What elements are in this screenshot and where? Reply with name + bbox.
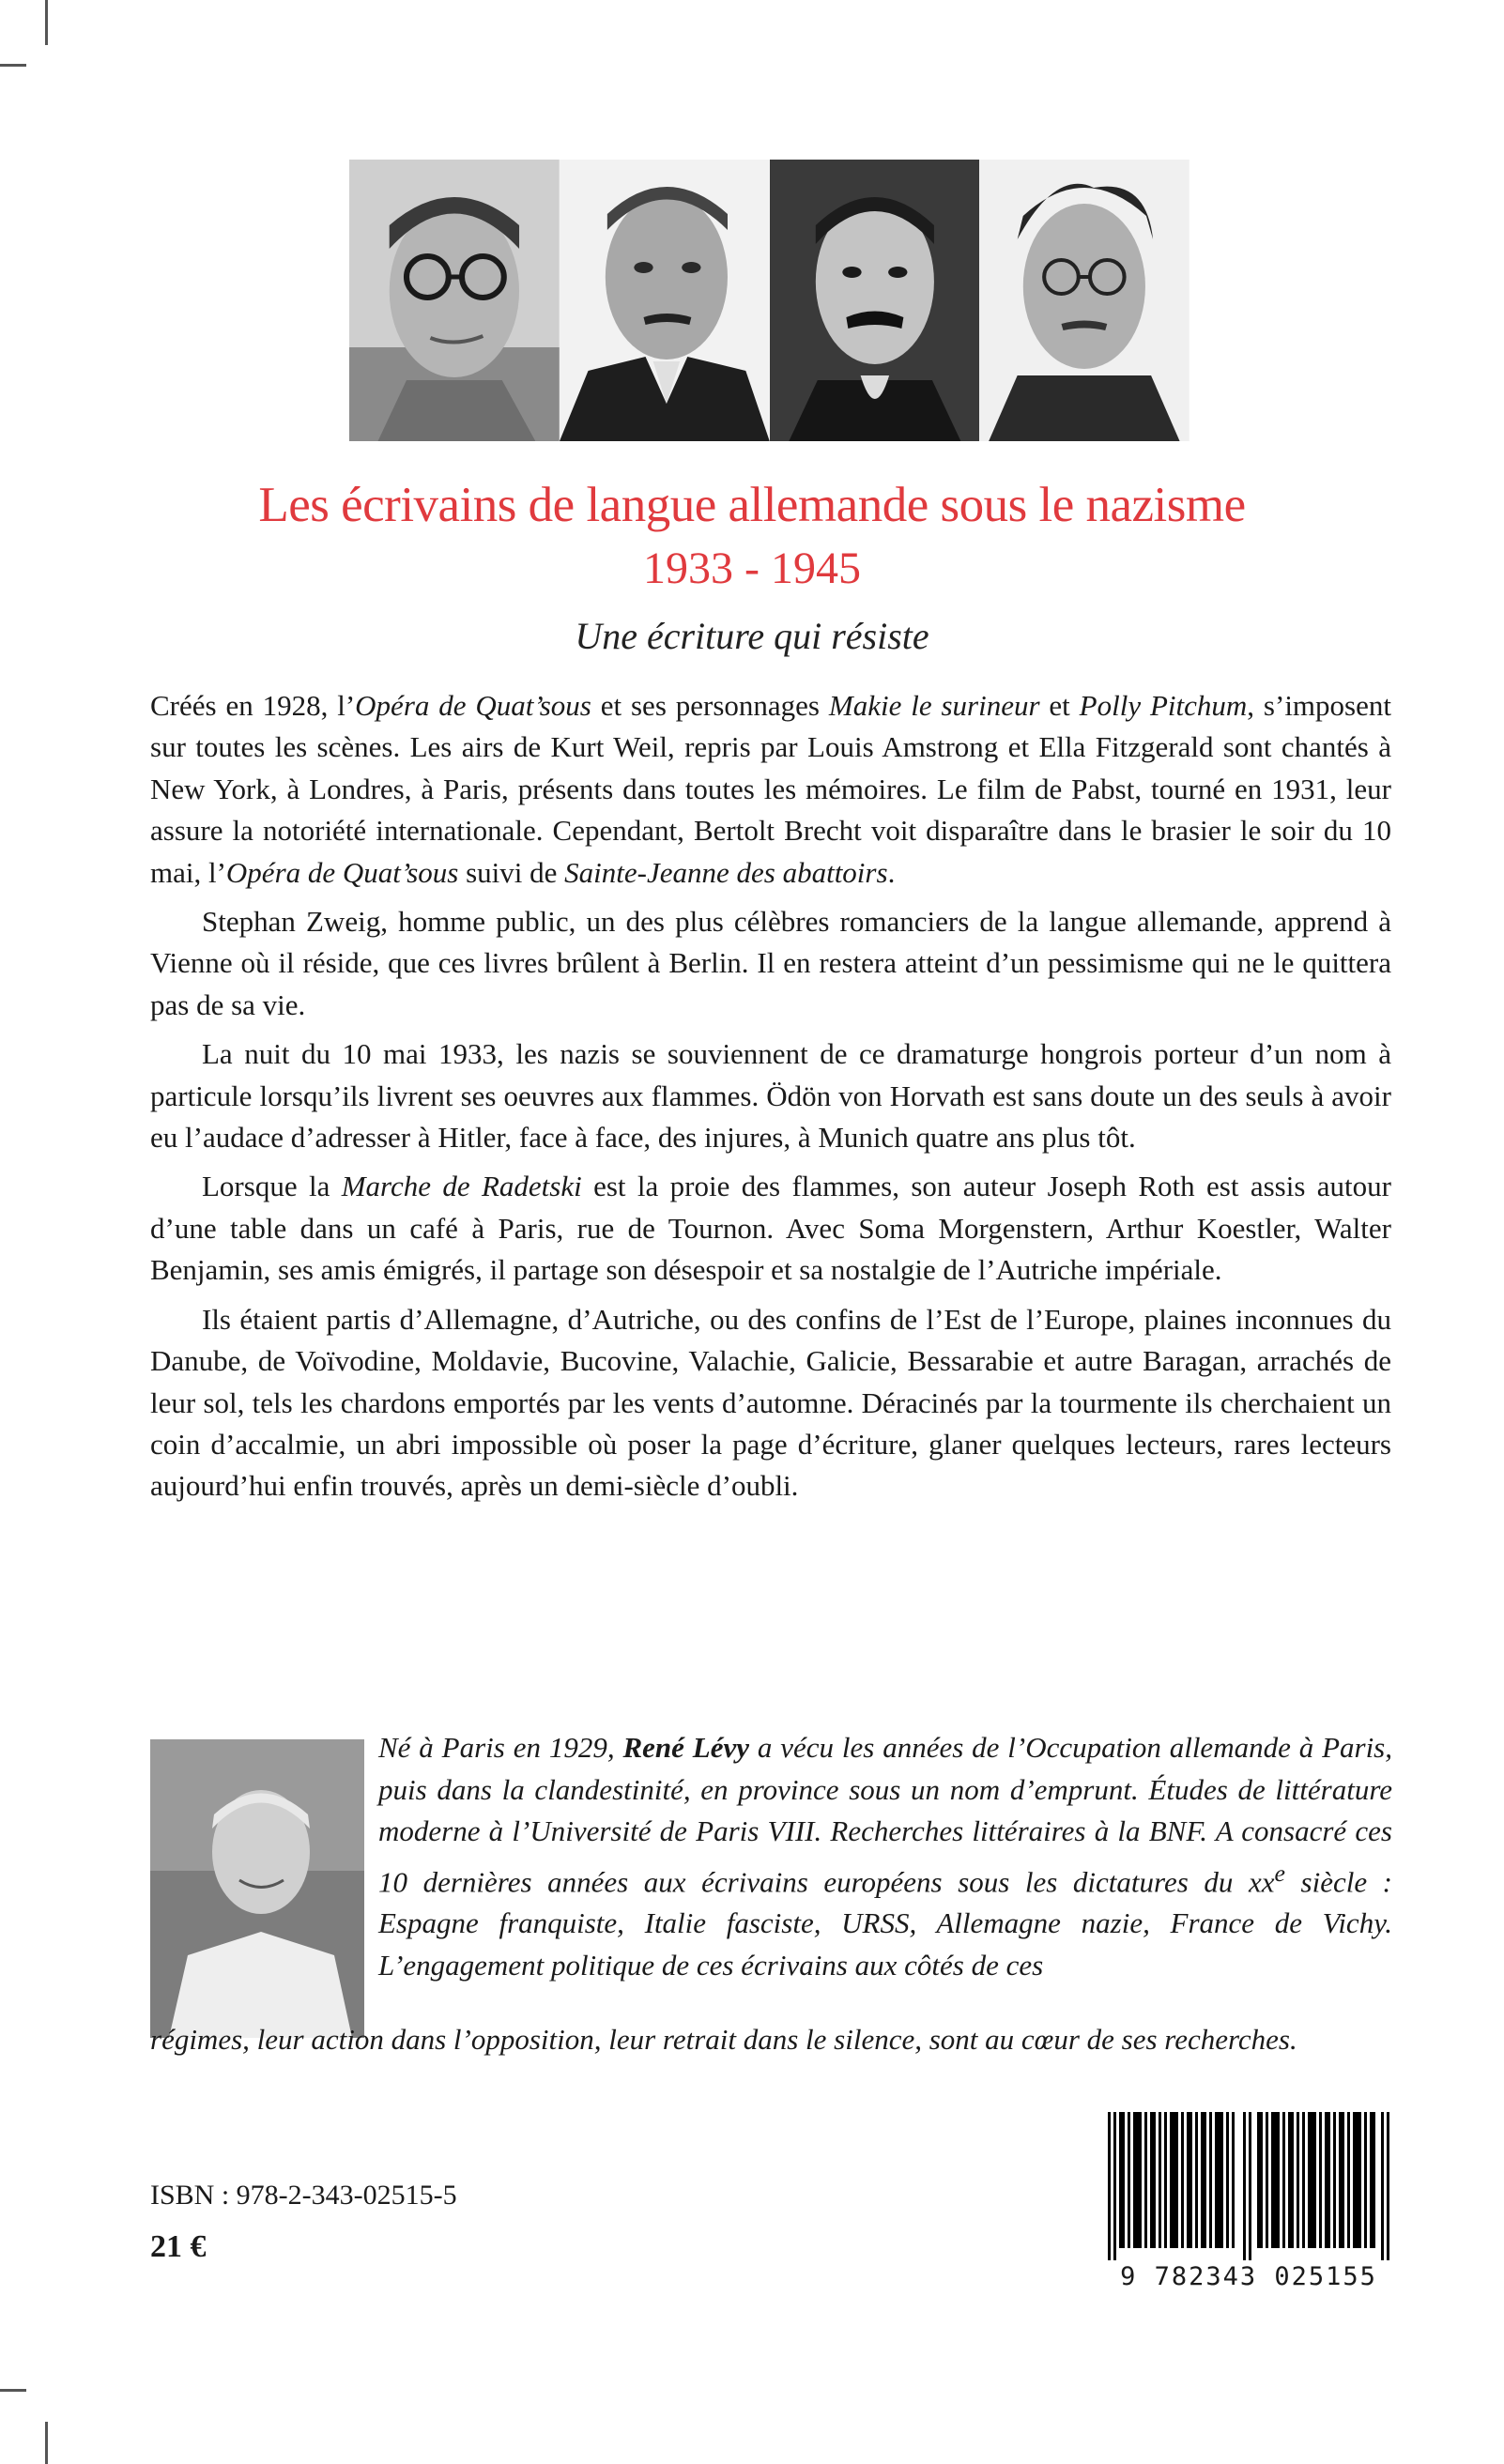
book-subtitle: Une écriture qui résiste [575, 615, 929, 657]
barcode-digits: 9 782343 025155 [1120, 2262, 1377, 2291]
author-bio-continued: régimes, leur action dans l’opposition, leur retrait dans le silence, sont au cœur de ses recherches. [150, 2023, 1297, 2056]
crop-mark [0, 64, 26, 67]
portrait-stefan-zweig [770, 160, 980, 441]
paragraph-4: Lorsque la Marche de Radetski est la proie des flammes, son auteur Joseph Roth est assis autour d’une table dans un café à Paris, rue de Tournon. Avec Soma Morgenstern, Arthur Koestler, Walter Benjamin, ses amis émigrés, il partage son désespoir et sa nostalgie de l’Autriche impériale. [150, 1170, 1391, 1287]
author-photo [150, 1739, 364, 2038]
book-years: 1933 - 1945 [643, 543, 861, 593]
author-portraits [349, 160, 1189, 441]
paragraph-2: Stephan Zweig, homme public, un des plus célèbres romanciers de la langue allemande, apprend à Vienne où il réside, que ces livres brûlent à Berlin. Il en restera atteint d’un pessimisme qui ne le quittera pas de sa vie. [150, 905, 1391, 1021]
barcode-bars [1108, 2112, 1389, 2260]
author-bio: Né à Paris en 1929, René Lévy a vécu les années de l’Occupation allemande à Paris, puis dans la clandestinité, en province sous un nom d’emprunt. Études de littérature moderne à l’Université de Paris VIII. Recherches littéraires à la BNF. A consacré ces 10 dernières années aux écrivains européens sous les dictatures du $xx^e$ siècle : Espagne franquiste, Italie fasciste, URSS, Allemagne nazie, France de Vichy. L’engagement politique de ces écrivains aux côtés de ces [378, 1731, 1393, 1982]
paragraph-5: Ils étaient partis d’Allemagne, d’Autriche, ou des confins de l’Est de l’Europe, plaines inconnues du Danube, de Voïvodine, Moldavie, Bucovine, Valachie, Galicie, Bessarabie et autre Baragan, arrachés de leur sol, tels les chardons emportés par les vents d’automne. Déracinés par la tourmente ils cherchaient un coin d’accalmie, un abri impossible où poser la page d’écriture, glaner quelques lecteurs, rares lecteurs aujourd’hui enfin trouvés, après un demi-siècle d’oubli. [150, 1302, 1391, 1503]
paragraph-1: Créés en 1928, l’Opéra de Quat’sous et ses personnages Makie le surineur et Polly Pitchum, s’imposent sur toutes les scènes. Les airs de Kurt Weil, repris par Louis Amstrong et Ella Fitzgerald sont chantés à New York, à Londres, à Paris, présents dans toutes les mémoires. Le film de Pabst, tourné en 1931, leur assure la notoriété internationale. Cependant, Bertolt Brecht voit disparaître dans le brasier le soir du 10 mai, l’Opéra de Quat’sous suivi de Sainte-Jeanne des abattoirs. [150, 689, 1391, 889]
portrait-thomas-mann [560, 160, 770, 441]
barcode [1098, 2104, 1399, 2292]
author-name: René Lévy [622, 1731, 749, 1764]
crop-mark [45, 2422, 48, 2464]
crop-mark [0, 2389, 26, 2392]
isbn: ISBN : 978-2-343-02515-5 [150, 2180, 457, 2211]
portrait-joseph-roth [979, 160, 1189, 441]
back-cover-text [150, 685, 1391, 1515]
crop-mark [45, 0, 48, 45]
portrait-brecht [349, 160, 560, 441]
paragraph-3: La nuit du 10 mai 1933, les nazis se souviennent de ce dramaturge hongrois porteur d’un nom à particule lorsqu’ils livrent ses oeuvres aux flammes. Ödön von Horvath est sans doute un des seuls à avoir eu l’audace d’adresser à Hitler, face à face, des injures, à Munich quatre ans plus tôt. [150, 1037, 1391, 1155]
book-title: Les écrivains de langue allemande sous le nazisme [258, 478, 1246, 532]
price: 21 € [150, 2229, 207, 2264]
